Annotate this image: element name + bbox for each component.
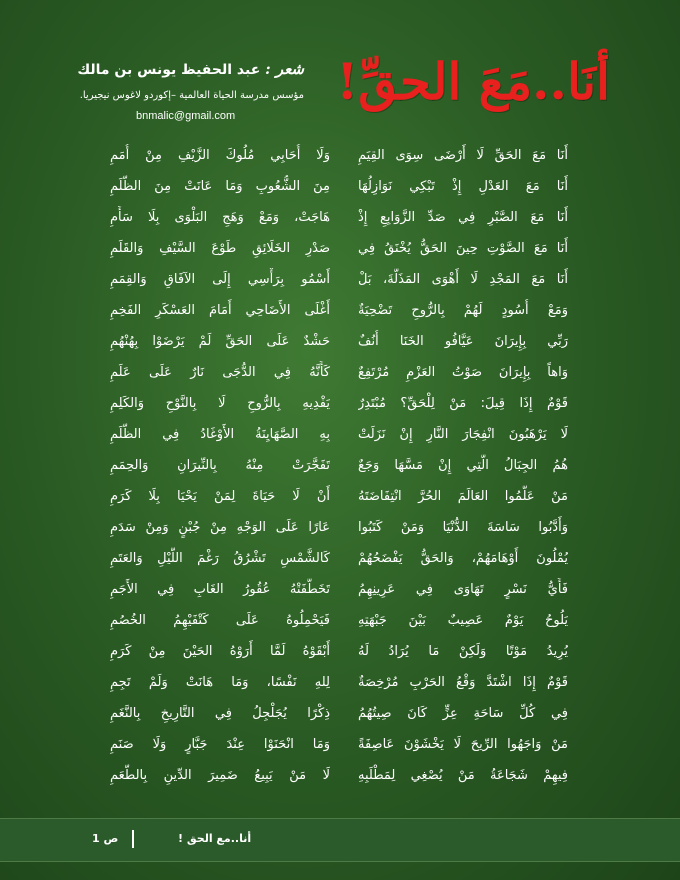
verse-first-hemistich: هُمُ الجِبَالُ الَّتِي إِنْ مَسَّهَا وَجَعٌ (358, 458, 568, 473)
verse-first-hemistich: فَأَيُّ نَسْرٍ تَهَاوَى فِي عَرِينِهِمُ (358, 582, 568, 597)
verse-second-hemistich: فَيَحْمِلُوهُ عَلَى كَتْفَيْهِمُ الخُصُمِ (110, 613, 330, 628)
verse-second-hemistich: أَغْلَى الأَضَاحِي أَمَامَ العَسْكَرِ الفَخِمِ (110, 303, 330, 318)
verse-first-hemistich: وَأَدَّبُوا سَاسَةَ الدُّنْيَا وَمَنْ كَتَبُوا (358, 520, 568, 535)
verse-second-hemistich: حَشْدٌ عَلَى الحَقِّ لَمْ يَرْضَوْا بِهُنْهُمِ (110, 334, 330, 349)
poem-verse (0, 543, 680, 574)
author-email: bnmalic@gmail.com (136, 110, 236, 122)
poem-verse (0, 698, 680, 729)
verse-second-hemistich: عَارًا عَلَى الوَجْهِ مِنْ جُبْنٍ وَمِنْ سَدَمِ (110, 520, 330, 535)
poem-verse (0, 729, 680, 760)
verse-first-hemistich: أَنَا مَعَ العَدْلِ إِذْ تَبْكِي نَوَازِلُهَا (358, 179, 568, 194)
poem-verse (0, 512, 680, 543)
poem-verse (0, 574, 680, 605)
verse-first-hemistich: يُمْلُونَ أَوْهَامَهُمْ، وَالحَقُّ يَفْضَحُهُمْ (358, 551, 568, 566)
verse-second-hemistich: وَلَا أُحَابِي مُلُوكَ الزَّيْفِ مِنْ أُمَمِ (110, 148, 330, 163)
author-affiliation: مؤسس مدرسة الحياة العالمية –إكوردو لاغوس نيجيريا. (79, 90, 304, 101)
verse-first-hemistich: أَنَا مَعَ الصَّبْرِ فِي صَدِّ الزَّوَابِعِ إِذْ (358, 210, 568, 225)
verse-second-hemistich: أَبْقَوْهُ لَمَّا أَرَوْهُ الحَيْنَ مِنْ كَرَمِ (110, 644, 330, 659)
verse-second-hemistich: يَفْدِيهِ بِالرُّوحِ لَا بِالنَّوْحِ وَالكَلِمِ (110, 396, 330, 411)
author-label: شعر : (265, 60, 304, 78)
verse-second-hemistich: بِهِ الصَّهَايِنَةُ الأَوْغَادُ فِي الظُّلَمِ (110, 427, 330, 442)
verse-first-hemistich: فِي كُلِّ سَاحَةِ عِزٍّ كَانَ صِيتُهُمُ (358, 706, 568, 721)
verse-second-hemistich: ذِكْرًا يُجَلْجِلُ فِي التَّارِيخِ بِالنَّغَمِ (110, 706, 330, 721)
page-footer (0, 818, 680, 862)
verse-first-hemistich: قَوْمٌ إِذَا قِيلَ: مَنْ لِلْحَقِّ؟ مُبْتَدِرٌ (358, 396, 568, 411)
verse-first-hemistich: قَوْمٌ إِذَا اشْتَدَّ وَقْعُ الحَرْبِ مُرْخِصَةٌ (358, 675, 568, 690)
verse-first-hemistich: فِيهِمْ شَجَاعَةُ مَنْ يُصْغِي لِمَطْلَبِهِ (358, 768, 568, 783)
poem-verse (0, 450, 680, 481)
verse-second-hemistich: كَالشَّمْسِ تَشْرُقُ رَغْمَ اللَّيْلِ وَالعَتَمِ (110, 551, 330, 566)
poem-verse (0, 760, 680, 791)
footer-title: أنا..مع الحق ! (178, 832, 252, 845)
verse-first-hemistich: رَبِّي بِإِيرَانَ عَيَّافُو الخَنَا أُنُفٌ (358, 334, 568, 349)
poem-verse (0, 264, 680, 295)
poem-verse (0, 388, 680, 419)
author-name: عبد الحفيظ يونس بن مالك (77, 62, 261, 78)
poem-verse (0, 667, 680, 698)
poem-verse (0, 605, 680, 636)
verse-first-hemistich: وَمَعْ أُسُودٍ لَهُمْ بِالرُّوحِ تَضْحِيَةٌ (358, 303, 568, 318)
footer-separator (132, 830, 134, 848)
verse-second-hemistich: تَخَطَّفَتْهُ عُقُورُ الغَابِ فِي الأَجَمِ (110, 582, 330, 597)
verse-second-hemistich: لَا مَنْ يَبِيعُ ضَمِيرَ الدِّينِ بِالطُّعَمِ (110, 768, 330, 783)
verse-second-hemistich: هَاجَتْ، وَمَعْ وَهَجِ البَلْوَى بِلَا سَأَمِ (110, 210, 330, 225)
verse-first-hemistich: أَنَا مَعَ المَجْدِ لَا أَهْوَى المَذَلَّةَ، بَلْ (358, 272, 568, 287)
poem-verse (0, 202, 680, 233)
verse-first-hemistich: مَنْ عَلَّمُوا العَالَمَ الحُرَّ انْتِفَاضَتَهُ (358, 489, 568, 504)
verse-second-hemistich: لِلهِ نَفْسًا، وَمَا هَانَتْ وَلَمْ تَجِمِ (110, 675, 330, 690)
verse-second-hemistich: تَفَجَّرَتْ مِنْهُ بِالنِّيرَانِ وَالحِمَمِ (110, 458, 330, 473)
verse-second-hemistich: مِنَ الشُّعُوبِ وَمَا عَانَتْ مِنَ الظُّلَمِ (110, 179, 330, 194)
poem-verse (0, 326, 680, 357)
poem-title: أنَا..مَعَ الحقِّ! (336, 52, 610, 111)
verse-second-hemistich: وَمَا انْحَنَوْا عِنْدَ جَبَّارٍ وَلَا صَنَمِ (110, 737, 330, 752)
poem-verse (0, 233, 680, 264)
verse-first-hemistich: لَا يَرْهَبُونَ انْفِجَارَ النَّارِ إِنْ نَزَلَتْ (358, 427, 568, 442)
poem-verse (0, 140, 680, 171)
verse-second-hemistich: صَدْرِ الخَلَائِقِ طَوْعَ السَّيْفِ وَالقَلَمِ (110, 241, 330, 256)
verse-first-hemistich: يُرِيدُ مَوْتًا وَلَكِنْ مَا يُرَادُ لَهُ (358, 644, 568, 659)
poem-verse (0, 636, 680, 667)
verse-second-hemistich: كَأَنَّهُ فِي الدُّجَى نَارٌ عَلَى عَلَمِ (110, 365, 330, 380)
verse-first-hemistich: أَنَا مَعَ الحَقِّ لَا أَرْضَى سِوَى القِيَمِ (358, 148, 568, 163)
poem-body (0, 140, 680, 791)
poem-verse (0, 481, 680, 512)
verse-first-hemistich: يَلُوحُ يَوْمٌ عَصِيبٌ بَيْنَ جَبْهَتِهِ (358, 613, 568, 628)
verse-first-hemistich: وَاهاً بِإِيرَانَ صَوْتُ العَزْمِ مُرْتَفِعٌ (358, 365, 568, 380)
verse-second-hemistich: أَسْمُو بِرَأْسِي إِلَى الآفَاقِ وَالقِمَمِ (110, 272, 330, 287)
verse-first-hemistich: مَنْ وَاجَهُوا الرِّيحَ لَا يَخْشَوْنَ عَاصِفَةً (358, 737, 568, 752)
verse-second-hemistich: أَنْ لَا حَيَاةَ لِمَنْ يَحْيَا بِلَا كَرَمِ (110, 489, 330, 504)
poem-verse (0, 171, 680, 202)
poem-verse (0, 357, 680, 388)
page-number: ص 1 (92, 832, 119, 845)
poem-verse (0, 295, 680, 326)
author-line (77, 60, 304, 78)
verse-first-hemistich: أَنَا مَعَ الصَّوْتِ حِينَ الحَقُّ يُخْنَقُ فِي (358, 241, 568, 256)
poem-verse (0, 419, 680, 450)
